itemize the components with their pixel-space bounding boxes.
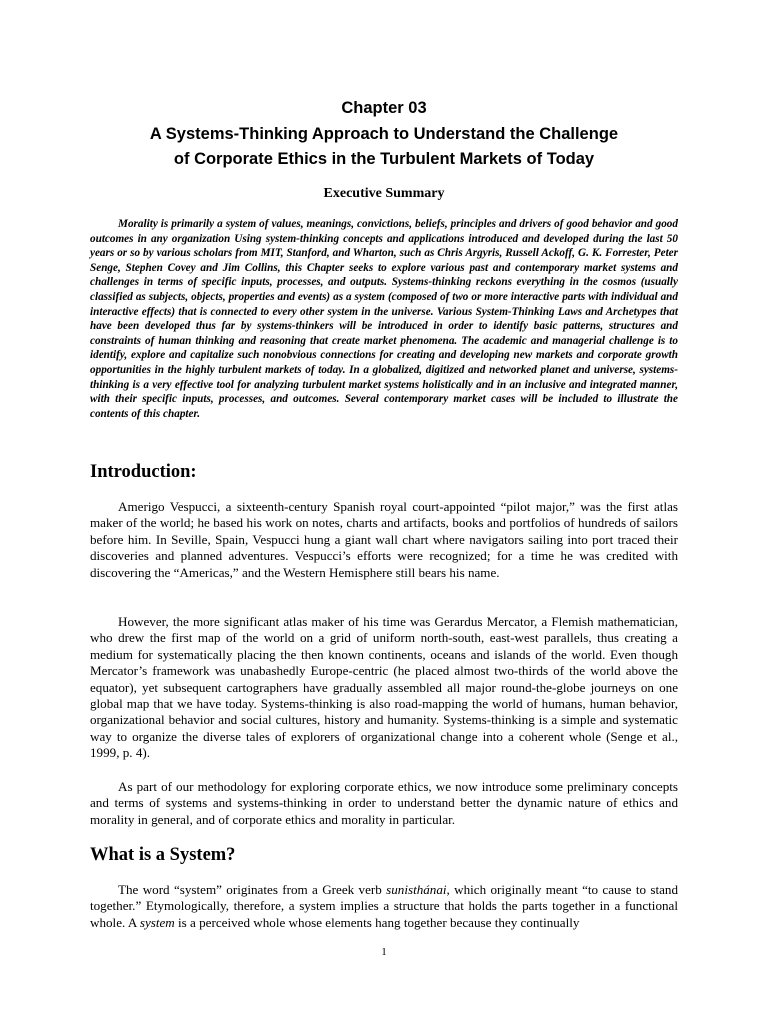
- system-paragraph-start: The word “system” originates from a Greek verb: [118, 882, 387, 897]
- system-paragraph: [90, 882, 678, 931]
- chapter-title: [60, 96, 708, 173]
- chapter-number: Chapter 03: [341, 99, 427, 117]
- introduction-paragraph-2: However, the more significant atlas maker of his time was Gerardus Mercator, a Flemish mathematician, who drew the first map of the world on a grid of uniform north-south, east-west parallels, thus creating a medium for systematically placing the then known continents, oceans and islands of the world. Even though Mercator’s framework was unabashedly Europe-centric (he placed almost two-thirds of the world above the equator), yet subsequent cartographers have gradually assembled all major round-the-globe journeys on one global map that we have today. Systems-thinking is also road-mapping the world of humans, human behavior, organizational behavior and social cultures, history and humanity. Systems-thinking is a simple and systematic way to organize the diverse tales of explorers of organizational change into a coherent whole (Senge et al., 1999, p. 4).: [90, 614, 678, 761]
- system-term: system: [139, 914, 175, 930]
- introduction-paragraph-1: Amerigo Vespucci, a sixteenth-century Spanish royal court-appointed “pilot major,” was the first atlas maker of the world; he based his work on notes, charts and artifacts, books and portfolios of hundreds of sailors before him. In Seville, Spain, Vespucci hung a giant wall chart where navigators sailing into port traced their discoveries and planned adventures. Vespucci’s efforts were recognized; for a time he was credited with discovering the “Americas,” and the Western Hemisphere still bears his name.: [90, 499, 678, 580]
- chapter-title-line-1: A Systems-Thinking Approach to Understand the Challenge: [149, 124, 619, 143]
- greek-term: sunisthánai: [386, 882, 447, 897]
- chapter-title-line-2: of Corporate Ethics in the Turbulent Markets of Today: [173, 150, 595, 168]
- executive-summary-heading: Executive Summary: [323, 186, 445, 201]
- what-is-a-system-heading: What is a System?: [90, 845, 236, 865]
- page-number: 1: [381, 946, 387, 958]
- introduction-paragraph-3: As part of our methodology for exploring corporate ethics, we now introduce some preliminary concepts and terms of systems and systems-thinking in order to understand better the dynamic nature of ethics and morality in general, and of corporate ethics and morality in particular.: [90, 779, 678, 827]
- system-paragraph-middle: , which originally meant “to cause to stand together.” Etymologically, therefore, a system implies a structure that holds the parts together in a functional whole. A: [90, 882, 678, 930]
- introduction-heading: Introduction:: [90, 462, 197, 482]
- executive-summary-text: Morality is primarily a system of values, meanings, convictions, beliefs, principles and drivers of good behavior and good outcomes in any organization Using system-thinking concepts and applications introduced and developed during the last 50 years or so by various scholars from MIT, Stanford, and Wharton, such as Chris Argyris, Russell Ackoff, G. K. Forrester, Peter Senge, Stephen Covey and Jim Collins, this Chapter seeks to explore various past and contemporary market systems and challenges in terms of specific inputs, processes, and outputs. Systems-thinking reckons everything in the cosmos (usually classified as subjects, objects, properties and events) as a system (composed of two or more interactive parts with individual and interactive effects) that is connected to every other system in the universe. Various System-Thinking Laws and Archetypes that have been developed thus far by systems-thinkers will be introduced in order to identify basic patterns, structures and constraints of human thinking and reasoning that create market phenomena. The academic and managerial challenge is to identify, explore and capitalize such nonobvious connections for creating and developing new markets and corporate growth opportunities in the highly turbulent markets of today. In a globalized, digitized and networked planet and universe, systems-thinking is a very effective tool for analyzing turbulent market systems holistically and in an inclusive and integrated manner, with their specific inputs, processes, and outcomes. Several contemporary market cases will be included to illustrate the contents of this chapter.: [90, 218, 678, 420]
- system-paragraph-end: is a perceived whole whose elements hang together because they continually: [174, 914, 580, 930]
